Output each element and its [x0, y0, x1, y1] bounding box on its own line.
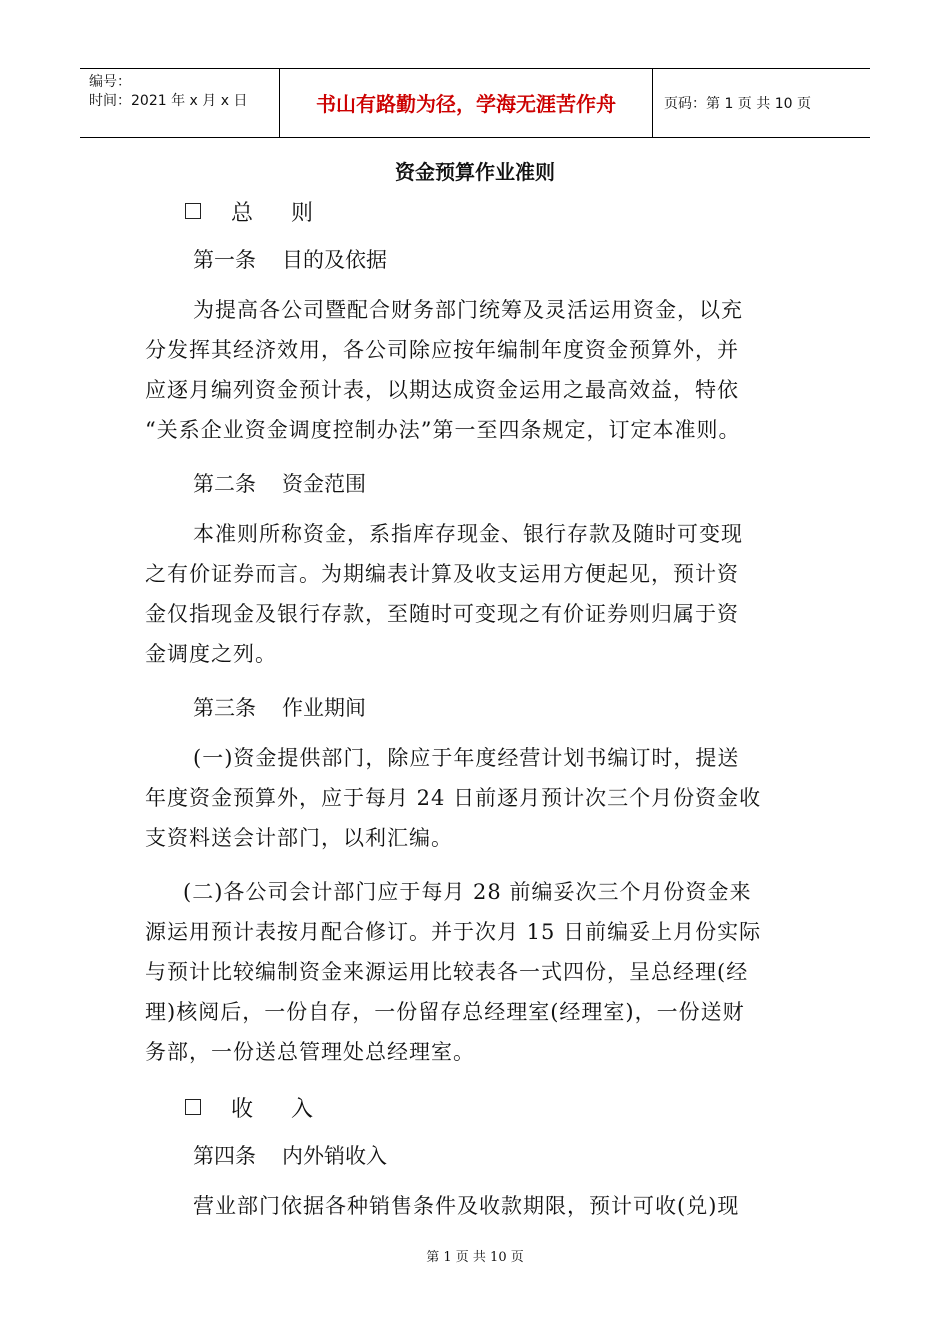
section-heading-income: 收 入: [185, 1092, 351, 1123]
article-1-heading: 第一条 目的及依据: [193, 248, 387, 272]
header-table: [80, 68, 870, 138]
checkbox-icon: [185, 203, 201, 219]
checkbox-icon: [185, 1099, 201, 1115]
header-meta: [80, 69, 280, 137]
date-line: 时间：2021 年 x 月 x 日: [89, 93, 248, 109]
header-page-info: 页码：第 1 页 共 10 页: [664, 96, 811, 112]
header-motto: 书山有路勤为径，学海无涯苦作舟: [280, 69, 653, 137]
paragraph-article-3-item-1: (一)资金提供部门，除应于年度经营计划书编订时，提送 年度资金预算外，应于每月 24 日前逐月预计次三个月份资金收 支资料送会计部门，以利汇编。: [145, 746, 762, 850]
number-label: 编号：: [89, 74, 131, 90]
paragraph-article-4: 营业部门依据各种销售条件及收款期限，预计可收(兑)现: [193, 1194, 740, 1218]
section-heading-general: 总 则: [185, 196, 351, 227]
document-title: 资金预算作业准则: [395, 160, 555, 184]
article-2-heading: 第二条 资金范围: [193, 472, 366, 496]
article-3-heading: 第三条 作业期间: [193, 696, 366, 720]
page-footer: 第 1 页 共 10 页: [426, 1250, 524, 1265]
paragraph-article-3-item-2: (二)各公司会计部门应于每月 28 前编妥次三个月份资金来 源运用预计表按月配合修订。并于次月 15 日前编妥上月份实际 与预计比较编制资金来源运用比较表各一式四份，呈总经理(经 理)核阅后，一份自存，一份留存总经理室(经理室)，一份送财 务部，一份送总管理处总经理室。: [145, 880, 762, 1064]
paragraph-article-1: 为提高各公司暨配合财务部门统筹及灵活运用资金，以充 分发挥其经济效用，各公司除应按年编制年度资金预算外，并 应逐月编列资金预计表，以期达成资金运用之最高效益，特依 “关系企业资金调度控制办法”第一至四条规定，订定本准则。: [145, 298, 743, 442]
article-4-heading: 第四条 内外销收入: [193, 1144, 387, 1168]
paragraph-article-2: 本准则所称资金，系指库存现金、银行存款及随时可变现 之有价证券而言。为期编表计算及收支运用方便起见，预计资 金仅指现金及银行存款，至随时可变现之有价证券则归属于资 金调度之列。: [145, 522, 743, 666]
